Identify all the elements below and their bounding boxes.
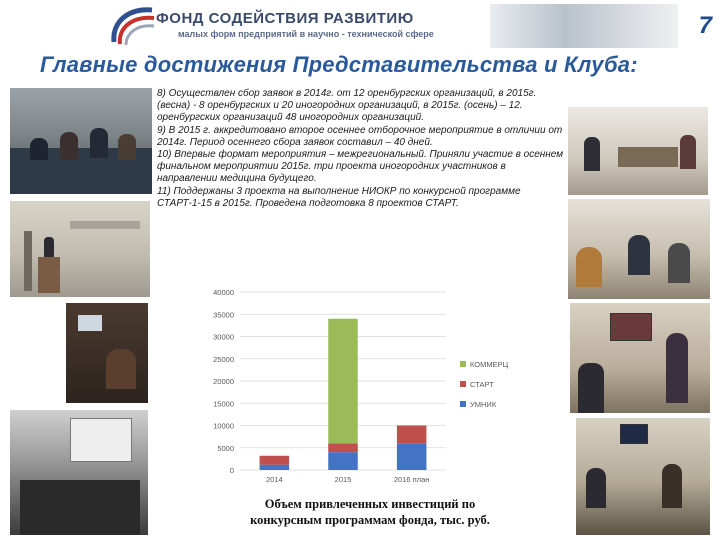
legend-swatch: [460, 381, 466, 387]
achievement-item-9: 9) В 2015 г. аккредитовано второе осеннее отборочное мероприятие в отличии от 2014г. Период осеннего сбора заявок составил – 40 дней.: [157, 124, 563, 148]
legend-swatch: [460, 401, 466, 407]
legend-swatch: [460, 361, 466, 367]
bar-segment-коммерц: [328, 319, 358, 444]
photo-meeting-table: [576, 418, 710, 535]
photo-presentation-screen: [66, 303, 148, 403]
y-tick-label: 10000: [213, 421, 234, 431]
fund-logo: [108, 4, 528, 48]
y-tick-label: 20000: [213, 377, 234, 386]
bar-segment-старт: [328, 443, 358, 452]
achievement-item-10: 10) Впервые формат мероприятия – межрегиональный. Приняли участие в осеннем финальном мероприятии 2015г. три проекта иногородних участников в направлении медицина будущего.: [157, 149, 564, 185]
achievement-item-11: 11) Поддержаны 3 проекта на выполнение НИОКР по конкурсной программе СТАРТ-1-15 в 2015г. Проведена подготовка 8 проектов СТАРТ.: [157, 185, 521, 209]
y-tick-label: 0: [229, 466, 234, 475]
x-tick-label: 2014: [265, 475, 283, 484]
legend-label: КОММЕРЦ: [470, 360, 509, 369]
y-tick-label: 25000: [213, 354, 234, 364]
x-tick-label: 2016 план: [393, 475, 430, 484]
slide-number: 7: [698, 12, 712, 39]
header-banner-image: [490, 4, 678, 48]
y-tick-label: 5000: [217, 443, 234, 453]
photo-round-table: [568, 107, 708, 195]
chart-caption-line-1: Объем привлеченных инвестиций по: [264, 497, 476, 511]
chart-caption: [200, 496, 540, 528]
bar-segment-умник: [260, 465, 290, 470]
logo-title: ФОНД СОДЕЙСТВИЯ РАЗВИТИЮ: [156, 10, 414, 27]
bar-segment-старт: [260, 456, 290, 465]
logo-subtitle: малых форм предприятий в научно - технической сфере: [178, 29, 434, 39]
photo-speaker-screen: [570, 303, 710, 413]
y-tick-label: 30000: [213, 332, 234, 342]
legend-label: УМНИК: [470, 400, 497, 409]
y-tick-label: 35000: [213, 310, 234, 320]
bar-segment-умник: [397, 443, 427, 470]
photo-participants: [568, 199, 710, 299]
slide-title: Главные достижения Представительства и Клуба:: [40, 52, 638, 77]
y-tick-label: 15000: [213, 399, 234, 409]
bar-segment-умник: [328, 452, 358, 470]
achievements-text: [157, 88, 567, 210]
achievement-item-8: 8) Осуществлен сбор заявок в 2014г. от 12 оренбургских организаций, в 2015г. (весна) - 8 оренбургских и 20 иногородних организаций, в 2015г. (осень) – 12. оренбургских организаций 48 иногородних организаций.: [157, 88, 537, 124]
photo-conference-room: [10, 410, 148, 535]
x-tick-label: 2015: [334, 475, 352, 484]
bar-segment-старт: [397, 426, 427, 444]
chart-caption-line-2: конкурсным программам фонда, тыс. руб.: [250, 513, 490, 527]
photo-speaker-podium: [10, 201, 150, 297]
legend-label: СТАРТ: [470, 380, 494, 389]
y-tick-label: 40000: [213, 288, 234, 297]
investment-stacked-bar-chart: [198, 284, 526, 490]
photo-meeting-audience: [10, 88, 152, 194]
